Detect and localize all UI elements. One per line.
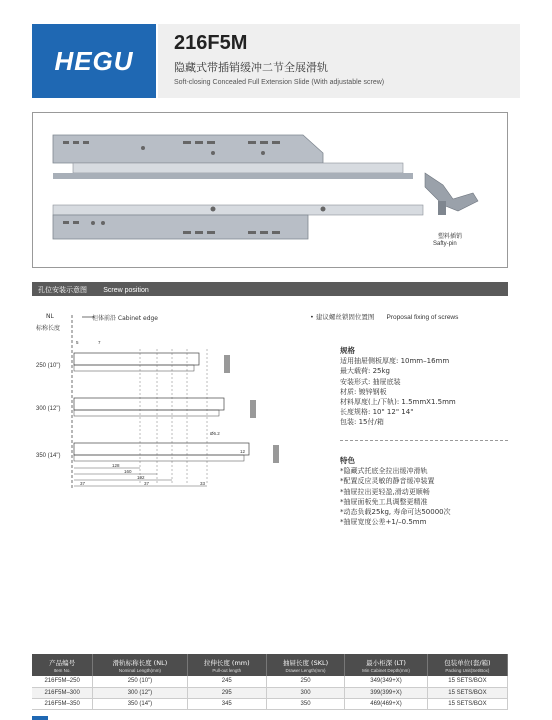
specs-heading: 规格 xyxy=(340,346,355,355)
feature-line: *抽屉拉出更轻盈,滑动更顺畅 xyxy=(340,487,430,496)
cell: 250 xyxy=(266,676,344,687)
section-title-cn: 孔位安装示意图 xyxy=(38,286,87,294)
spec-line: 适用抽屉侧板厚度: 10mm–16mm xyxy=(340,357,450,366)
cell: 300 xyxy=(266,687,344,698)
cell: 250 (10") xyxy=(93,676,187,687)
rail-250 xyxy=(74,353,230,373)
col-pullout-length: 拉伸长度 (mm) Pull-out length xyxy=(187,654,266,676)
page-corner-mark xyxy=(32,716,48,720)
product-title-en: Soft-closing Concealed Full Extension Slide (With adjustable screw) xyxy=(174,79,385,86)
section-title-en: Screw position xyxy=(103,287,149,294)
cell: 345 xyxy=(187,698,266,709)
length-label-300: 300 (12") xyxy=(36,406,61,412)
cell: 15 SETS/BOX xyxy=(427,676,507,687)
dim-37: 37 xyxy=(80,481,86,486)
table-header-row xyxy=(32,654,508,676)
bottom-slide-image xyxy=(53,205,423,239)
logo-text: HEGU xyxy=(54,45,134,76)
product-image-frame xyxy=(32,112,508,268)
dim-128: 128 xyxy=(112,463,120,468)
length-label-350: 350 (14") xyxy=(36,453,61,459)
dim-12: 12 xyxy=(240,449,246,454)
cell: 399(399+X) xyxy=(345,687,428,698)
features-heading: 特色 xyxy=(340,456,355,465)
feature-line: *动态负载25kg, 寿命可达50000次 xyxy=(340,508,451,517)
col-item-no: 产品编号 Item No. xyxy=(32,654,93,676)
spec-line: 长度规格: 10" 12" 14" xyxy=(340,408,414,417)
feature-line: *隐藏式托底全拉出缓冲滑轨 xyxy=(340,467,428,476)
cabinet-edge-label: 柜体前沿 Cabinet edge xyxy=(92,315,159,322)
cell: 15 SETS/BOX xyxy=(427,687,507,698)
cell: 15 SETS/BOX xyxy=(427,698,507,709)
cell: 245 xyxy=(187,676,266,687)
safety-pin-image xyxy=(425,173,478,215)
feature-line: *配置反应灵敏的静音缓冲装置 xyxy=(340,477,435,486)
table-row xyxy=(32,676,508,687)
dim-5: 5 xyxy=(76,340,79,345)
proposal-note xyxy=(310,312,458,321)
spec-line: 材料厚度(上/下轨): 1.5mmX1.5mm xyxy=(340,398,456,407)
spec-table xyxy=(32,654,508,710)
col-packing-unit: 包装单位(套/箱) Packing Unit(Set/Box) xyxy=(427,654,507,676)
cell: 349(349+X) xyxy=(345,676,428,687)
cell: 216F5M–250 xyxy=(32,676,93,687)
feature-line: *抽屉宽度公差+1/–0.5mm xyxy=(340,518,427,527)
col-nominal-length: 滑轨标称长度 (NL) Nominal Length(mm) xyxy=(93,654,187,676)
section-header xyxy=(32,282,508,296)
col-min-cabinet-depth: 最小柜深 (LT) Min Cabinet Depth(mm) xyxy=(345,654,428,676)
length-label-250: 250 (10") xyxy=(36,363,61,369)
features xyxy=(340,456,451,527)
nl-label-cn: 标称长度 xyxy=(36,325,61,332)
cell: 350 (14") xyxy=(93,698,187,709)
feature-line: *抽屉面板免工具调整更精准 xyxy=(340,497,428,506)
dim-33: 33 xyxy=(200,481,206,486)
dim-160: 160 xyxy=(124,469,132,474)
safety-pin-label-cn: 塑料插销 xyxy=(438,233,463,240)
cell: 295 xyxy=(187,687,266,698)
divider xyxy=(340,440,508,441)
table-row xyxy=(32,687,508,698)
title-panel xyxy=(158,24,520,98)
spec-line: 材质: 镀锌钢板 xyxy=(340,387,387,396)
product-title-cn: 隐藏式带插销缓冲二节全展滑轨 xyxy=(174,61,328,74)
brand-logo xyxy=(32,24,156,98)
dim-192: 192 xyxy=(137,475,145,480)
top-slide-image xyxy=(53,135,413,179)
cell: 300 (12") xyxy=(93,687,187,698)
proposal-cn: • 建议螺丝锁固位置图 xyxy=(310,313,375,321)
rail-300 xyxy=(74,398,256,418)
spec-line: 安装形式: 抽屉底装 xyxy=(340,377,401,386)
specifications xyxy=(340,346,456,428)
model-number: 216F5M xyxy=(174,32,248,54)
dim-hole: Ø6.2 xyxy=(210,431,220,436)
rail-350 xyxy=(74,443,279,463)
screw-position-drawing xyxy=(32,305,282,495)
dim-7: 7 xyxy=(98,340,101,345)
cell: 216F5M–350 xyxy=(32,698,93,709)
spec-line: 包装: 15付/箱 xyxy=(340,418,384,427)
cell: 350 xyxy=(266,698,344,709)
table-row xyxy=(32,698,508,709)
proposal-en: Proposal fixing of screws xyxy=(386,314,459,321)
nl-label: NL xyxy=(46,313,54,320)
col-drawer-length: 抽屉长度 (SKL) Drawer Length(mm) xyxy=(266,654,344,676)
spec-line: 最大载荷: 25kg xyxy=(340,367,390,376)
cell: 216F5M–300 xyxy=(32,687,93,698)
drawing-lines xyxy=(32,305,282,495)
dim-224: 37 xyxy=(144,481,150,486)
safety-pin-label-en: Safty-pin xyxy=(433,241,457,247)
cell: 469(469+X) xyxy=(345,698,428,709)
